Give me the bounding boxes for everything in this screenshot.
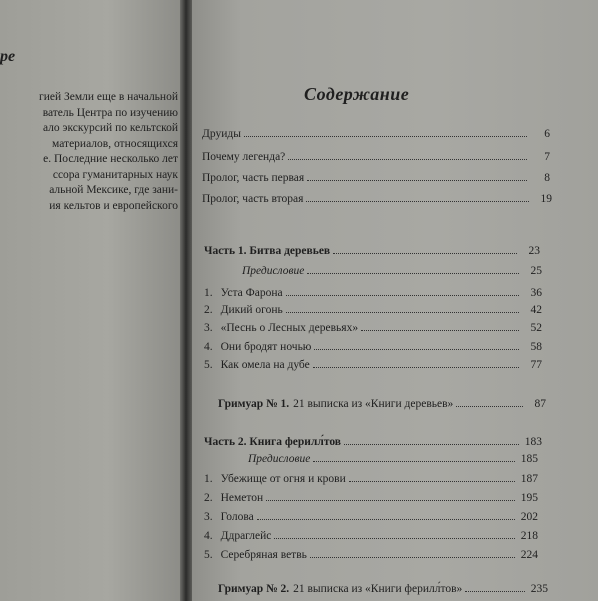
- toc-entry-title: Пролог, часть вторая: [202, 193, 304, 205]
- toc-chapter: [204, 340, 542, 353]
- left-text-line: материалов, относящихся: [52, 137, 178, 150]
- toc-chapter-title: Уста Фарона: [220, 287, 283, 299]
- toc-chapter-number: 3.: [204, 511, 213, 523]
- toc-chapter-page: 202: [520, 511, 538, 523]
- toc-leader-dots: [333, 244, 517, 254]
- toc-leader-dots: [257, 510, 515, 520]
- toc-entry-page: 8: [544, 172, 550, 184]
- toc-leader-dots: [286, 303, 519, 313]
- toc-chapter-number: 2.: [204, 492, 213, 504]
- toc-entry-title: Почему легенда?: [202, 151, 286, 163]
- toc-leader-dots: [274, 529, 515, 539]
- toc-chapter: [204, 358, 542, 371]
- toc-chapter-page: 52: [530, 322, 542, 334]
- toc-chapter: [204, 491, 538, 504]
- left-text-line: ало экскурсий по кельтской: [42, 122, 178, 134]
- toc-leader-dots: [344, 435, 519, 445]
- toc-chapter-title: Серебряная ветвь: [220, 549, 307, 561]
- toc-chapter: [204, 472, 538, 485]
- toc-entry-title: Предисловие: [242, 265, 305, 277]
- toc-chapter-title: Голова: [220, 511, 254, 523]
- toc-chapter-title: Дикий огонь: [220, 304, 283, 316]
- toc-chapter-number: 1.: [204, 473, 213, 485]
- toc-leader-dots: [307, 264, 519, 274]
- toc-grimoire-title: 21 выписка из «Книги ферилл́тов»: [293, 583, 463, 595]
- toc-part-title: Часть 2. Книга ферилл́тов: [204, 436, 341, 448]
- toc-leader-dots: [306, 192, 529, 202]
- toc-chapter: [204, 286, 542, 299]
- toc-grimoire-title: 21 выписка из «Книги деревьев»: [293, 398, 454, 410]
- book-gutter: [180, 0, 192, 601]
- toc-chapter: [204, 548, 538, 561]
- toc-chapter-number: 5.: [204, 359, 213, 371]
- toc-entry-title: Пролог, часть первая: [202, 172, 305, 184]
- toc-chapter: [204, 303, 542, 316]
- left-text-line: ия кельтов и европейского: [49, 199, 178, 212]
- toc-part-2: [204, 435, 542, 448]
- toc-part-2-preface: [248, 452, 538, 465]
- toc-leader-dots: [313, 358, 519, 368]
- toc-chapter-title: Как омела на дубе: [220, 359, 310, 371]
- toc-leader-dots: [313, 452, 515, 462]
- toc-chapter-page: 77: [530, 359, 542, 371]
- toc-leader-dots: [465, 582, 525, 592]
- toc-leader-dots: [286, 286, 519, 296]
- toc-chapter-page: 187: [520, 473, 538, 485]
- toc-chapter-title: Убежище от огня и крови: [220, 473, 346, 485]
- toc-part-1-preface: [242, 264, 542, 277]
- contents-page: [192, 0, 598, 601]
- toc-entry-page: 25: [530, 265, 542, 277]
- toc-chapter-title: «Песнь о Лесных деревьях»: [220, 322, 359, 334]
- toc-chapter: [204, 510, 538, 523]
- toc-grimoire-label: Гримуар № 2.: [218, 583, 290, 595]
- left-text-line: е. Последние несколько лет: [43, 153, 178, 165]
- toc-entry-title: Друиды: [202, 128, 241, 140]
- toc-entry-prologue-2: [202, 192, 552, 205]
- toc-part-title: Часть 1. Битва деревьев: [204, 245, 331, 257]
- toc-part-1: [204, 244, 540, 257]
- toc-entry-druids: [202, 127, 550, 140]
- toc-grimoire-label: Гримуар № 1.: [218, 398, 290, 410]
- toc-chapter-number: 3.: [204, 322, 213, 334]
- toc-entry-page: 185: [520, 453, 538, 465]
- toc-entry-why-legend: [202, 150, 550, 163]
- toc-chapter-number: 4.: [204, 341, 213, 353]
- toc-chapter-page: 224: [520, 549, 538, 561]
- toc-chapter-page: 195: [520, 492, 538, 504]
- toc-leader-dots: [288, 150, 527, 160]
- toc-entry-page: 19: [540, 193, 552, 205]
- toc-leader-dots: [307, 171, 527, 181]
- toc-leader-dots: [314, 340, 519, 350]
- toc-entry-page: 6: [544, 128, 550, 140]
- left-text-line: ссора гуманитарных наук: [52, 168, 178, 181]
- toc-leader-dots: [361, 321, 519, 331]
- toc-chapter-page: 36: [530, 287, 542, 299]
- left-text-line: альной Мексике, где зани-: [49, 184, 178, 196]
- toc-chapter-page: 218: [520, 530, 538, 542]
- toc-part-page: 23: [528, 245, 540, 257]
- left-page-text: [0, 90, 178, 214]
- toc-chapter-number: 5.: [204, 549, 213, 561]
- toc-entry-title: Предисловие: [248, 453, 311, 465]
- toc-leader-dots: [456, 397, 523, 407]
- toc-chapter-number: 4.: [204, 530, 213, 542]
- toc-chapter-title: Неметон: [220, 492, 264, 504]
- toc-grimoire-page: 235: [530, 583, 548, 595]
- toc-leader-dots: [244, 127, 527, 137]
- toc-chapter-number: 1.: [204, 287, 213, 299]
- toc-part-page: 183: [524, 436, 542, 448]
- toc-chapter: [204, 321, 542, 334]
- toc-chapter-page: 58: [530, 341, 542, 353]
- toc-chapter-title: Ддраглейс: [220, 530, 272, 542]
- toc-entry-page: 7: [544, 151, 550, 163]
- contents-title: Содержание: [304, 84, 410, 104]
- toc-leader-dots: [349, 472, 515, 482]
- toc-leader-dots: [310, 548, 515, 558]
- left-text-line: гией Земли еще в начальной: [39, 91, 178, 103]
- toc-leader-dots: [266, 491, 515, 501]
- toc-grimoire-1: [218, 397, 546, 410]
- left-page-heading: ре: [0, 48, 16, 65]
- toc-chapter: [204, 529, 538, 542]
- toc-chapter-page: 42: [530, 304, 542, 316]
- left-text-line: ватель Центра по изучению: [42, 106, 178, 119]
- toc-entry-prologue-1: [202, 171, 550, 184]
- toc-chapter-title: Они бродят ночью: [220, 341, 312, 353]
- left-page: [0, 0, 180, 601]
- toc-grimoire-2: [218, 582, 548, 595]
- toc-chapter-number: 2.: [204, 304, 213, 316]
- toc-grimoire-page: 87: [534, 398, 546, 410]
